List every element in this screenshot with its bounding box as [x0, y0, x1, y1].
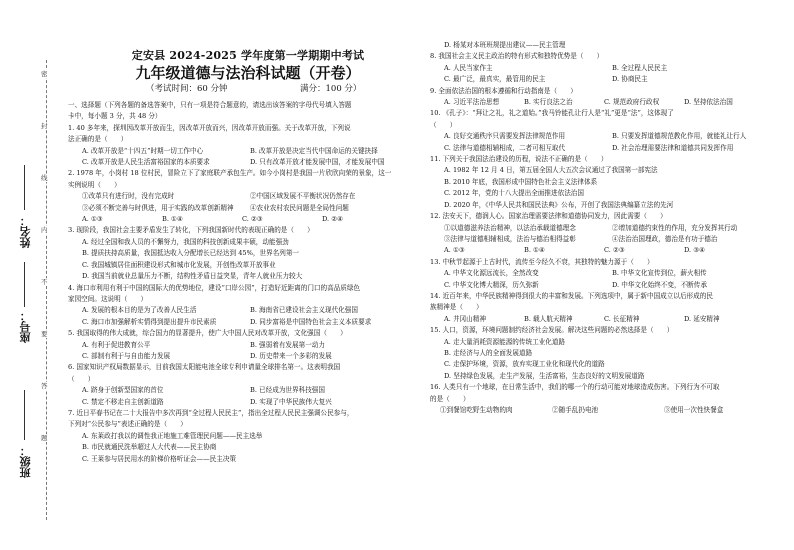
exam-title-line1: 定安县 2024-2025 学年度第一学期期中考试: [131, 49, 365, 62]
answer-option: D. 中华文化始终不变，不断传承: [612, 280, 707, 289]
question-line: [68, 203, 428, 214]
answer-option: A. 习近平法治思想: [444, 98, 500, 107]
seal-char: 内: [41, 226, 48, 234]
question-line: A. 1982 年 12 月 4 日，第五届全国人大五次会议通过了我国第一部宪法: [444, 166, 658, 175]
question-line: A. 东莱政打我以的调性我正地施工难管理民问题——民主选举: [82, 431, 263, 440]
question-line: [68, 305, 428, 316]
seal-char: 密: [41, 70, 48, 78]
answer-option: C. ②③: [242, 215, 263, 224]
exam-title-line2: 九年级道德与法治科试题（开卷）: [135, 64, 361, 82]
question-line: 法正确的是（ ）: [68, 135, 128, 144]
question-line: 14. 近百年来，中华民族精神得到很大的丰富和发展。下列选项中，属于新中国成立以后形成的民: [430, 291, 713, 300]
answer-option: C. ②③: [604, 246, 625, 255]
answer-option: ②中国区域发展不平衡状况仍然存在: [250, 192, 356, 201]
question-line: [430, 405, 786, 416]
answer-option: C. 法律与道德相辅相成，二者可相互取代: [444, 143, 566, 152]
class-label: 班级：: [19, 445, 32, 478]
answer-option: C. 海口市加强解析实情得到提出提升市民素质: [82, 317, 217, 326]
answer-option: ④农业农村农民问题是全局性问题: [250, 203, 349, 212]
question-line: 3. 现阶段，我国社会主要矛盾发生了转化，下列我国新时代的表现正确的是（ ）: [68, 226, 314, 235]
question-line: 的是（ ）: [430, 394, 470, 403]
question-line: 卡中，每小题 3 分，共 48 分）: [68, 112, 162, 121]
answer-option: ④法治治国理政，德治是有功于德治: [612, 234, 718, 243]
answer-option: B. 强弱着有发展第一动力: [250, 340, 325, 349]
question-line: [430, 314, 786, 325]
answer-option: B. 只要发挥道德规范教化作用，就能礼让行人: [612, 132, 747, 141]
right-column: [430, 40, 786, 416]
answer-option: C. 禁定不移走自主创新道路: [82, 397, 164, 406]
seal-char: 题: [41, 434, 48, 442]
answer-option: B. 已经成为世界科技强国: [250, 386, 325, 395]
answer-option: B. 载人航天精神: [524, 314, 573, 323]
question-line: B. 市民就通民洗举超过人大代表——民主协商: [82, 443, 217, 452]
answer-option: D. 协商民主: [612, 75, 648, 84]
question-line: B. 走经济与人的全面发展道路: [444, 348, 533, 357]
question-line: [68, 351, 428, 362]
answer-option: D. 同步富裕是中国特色社会主义本质要求: [250, 317, 372, 326]
question-line: 7. 近日平春书记在二十大报告中多次再到“全过程人民民主”，指出全过程人民民主强调公民参与，: [68, 408, 354, 417]
answer-option: C. 长征精神: [604, 314, 640, 323]
question-line: 11. 下列关于我国法治建设的历程，说法不正确的是（ ）: [430, 155, 608, 164]
question-line: 6. 国家知识产权局数据显示，目前我国太阳能电池全球专利申请量全球排名第一。这表明我国: [68, 363, 341, 372]
name-blank: [24, 165, 25, 210]
answer-option: B. 改革开放是决定当代中国命运的关键抉择: [250, 146, 378, 155]
answer-option: A. 井冈山精神: [444, 314, 486, 323]
question-line: A. 走大量消耗资源能源的传统工业化道路: [444, 337, 566, 346]
question-line: 10. 《孔子》：“拜让之礼，礼之道始。”我马铃能孔让行人是“礼”更是“法”，这体现了: [430, 109, 674, 118]
question-line: C. 王莱参与居民用水的阶梯价格听证会——民主决策: [82, 454, 237, 463]
question-line: [430, 143, 786, 154]
answer-option: A. 改革开放是“十四五”时期一切工作中心: [82, 146, 204, 155]
seal-char: 不: [41, 278, 48, 286]
question-line: [430, 245, 786, 256]
answer-option: ③必须不断完善与时俱进，用于实践的改革创新精神: [82, 203, 234, 212]
question-line: [430, 268, 786, 279]
question-line: 家园空间。这说明（ ）: [68, 294, 148, 303]
answer-option: ③使用一次性快餐盒: [664, 406, 724, 414]
answer-option: B. ①④: [162, 215, 183, 224]
question-line: [430, 223, 786, 234]
answer-option: ①到餐馆吃野生动物的肉: [440, 406, 513, 414]
question-line: 8. 我国社会主义民主政治的特有形式和独特优势是（ ）: [430, 52, 604, 61]
question-line: （ ）: [430, 120, 457, 129]
answer-option: D. 实现了中华民族伟大复兴: [250, 397, 332, 406]
answer-option: C. 改革开放是人民生活富裕国家的本质要求: [82, 158, 210, 167]
answer-option: ②随手乱扔电池: [552, 406, 599, 414]
seat-label: 座号：: [19, 310, 32, 343]
question-line: B. 2010 年底，我国形成中国特色社会主义法律体系: [444, 177, 598, 186]
question-line: C. 走保护环境，资源，放弃实现工业化和现代化的道路: [444, 360, 605, 369]
answer-option: D. 延安精神: [684, 314, 720, 323]
question-line: D. 2020 年，《中华人民共和国民法典》公布，开创了我国法典编纂立法的先河: [444, 200, 674, 209]
seat-blank: [24, 262, 25, 307]
question-line: [68, 317, 428, 328]
answer-option: C. 中华文化博大精深，历久弥新: [444, 280, 539, 289]
answer-option: B. ①④: [524, 246, 545, 255]
answer-option: B. 全过程人民民主: [612, 63, 668, 72]
question-line: [68, 191, 428, 202]
question-line: 5. 我国取得的伟大成就，综合国力的显著提升，使广大中国人民对改革开放，文化强国（ ）: [68, 329, 347, 338]
question-line: 4. 海口市利用有利于中国的国际大的优势地位，建设“口岸公园”，打造好近距离的门口的高品质绿色: [68, 283, 361, 292]
answer-option: A. ①③: [82, 215, 103, 224]
question-line: 一、选择题（下列各题的备选答案中，只有一项是符合题意的，请选出该答案的字母代号填入答题: [68, 101, 352, 109]
answer-option: A. 发展的根本目的是为了改善人民生活: [82, 306, 197, 315]
answer-option: D. 只有改革开放才能发展中国，才能发展中国: [250, 158, 385, 167]
question-line: 13. 中秋节起源于上古时代，流传至今经久不衰，其独特的魅力源于（ ）: [430, 257, 654, 266]
left-column: [68, 100, 428, 465]
seal-char: 答: [41, 382, 48, 390]
question-line: [68, 385, 428, 396]
answer-option: A. 良好交通秩序只需要发挥法律规范作用: [444, 132, 566, 141]
question-line: 族精神是（ ）: [430, 303, 483, 312]
question-line: [430, 131, 786, 142]
question-line: A. 经过全国和我人员的不懈努力，我国的科技创新成果丰硕，动能强劲: [82, 237, 289, 246]
answer-option: D. 社会治理需要法律和道德共同发挥作用: [612, 143, 734, 152]
answer-option: D. 历史带来一个多彩的发展: [250, 351, 332, 360]
question-line: [68, 340, 428, 351]
answer-option: ③法律与道德相辅相成，法治与德治相得益彰: [444, 234, 576, 243]
answer-option: D. ③④: [684, 246, 706, 255]
question-line: D. 杨某对本班班规提出建议——民主管理: [444, 41, 566, 49]
answer-option: B. 海南省已建设社会主义现代化强国: [250, 306, 358, 315]
question-line: [68, 157, 428, 168]
binding-strip: [0, 0, 62, 550]
name-label: 姓名：: [19, 215, 32, 248]
question-line: [68, 146, 428, 157]
class-blank: [24, 390, 25, 440]
exam-time: （考试时间：60 分钟: [146, 84, 228, 94]
answer-option: C. 最广泛，最真实，最管用的民主: [444, 75, 546, 84]
answer-option: ②增加道德约束性的作用，充分发挥其行动: [612, 223, 738, 232]
answer-option: B. 实行良法之治: [524, 98, 573, 107]
seal-char: 线: [41, 174, 48, 182]
question-line: 12. 法安天下，德润人心。国家治理需要法律和道德协同发力，因此需要（ ）: [430, 212, 667, 221]
seal-char: 封: [41, 122, 48, 130]
answer-option: D. 坚持依法治国: [684, 98, 733, 107]
question-line: D. 我国当前就业总量压力不断，结构性矛盾日益突显，青年人就业压力较大: [82, 272, 303, 281]
question-line: [68, 397, 428, 408]
answer-option: ①改革只有进行时，没有完成时: [82, 192, 175, 201]
question-line: 9. 全面依法治国的根本遵循和行动指南是（ ）: [430, 86, 577, 95]
question-line: [430, 63, 786, 74]
question-line: [430, 280, 786, 291]
answer-option: A. 跻身于创新型国家的首位: [82, 386, 164, 395]
question-line: B. 提质扶持高质量，我国抵达收入分配增长已经达到 45%，世界名列第一: [82, 249, 300, 258]
question-line: [430, 97, 786, 108]
answer-option: B. 中华文化宣传到位，薪火相传: [612, 269, 707, 278]
answer-option: A. 有利于促进教育公平: [82, 340, 151, 349]
answer-option: A. ①③: [444, 246, 465, 255]
question-line: 15. 人口，资源，环境问题制约经济社会发展。解决这些问题的必然选择是（ ）: [430, 326, 674, 335]
seal-char: 要: [41, 330, 48, 338]
question-line: 实例说明（ ）: [68, 180, 121, 189]
exam-score: 满分：100 分）: [300, 84, 362, 94]
question-line: 16. 人类只有一个地球，在日常生活中，我们的哪一个的行动可能对地球造成伤害。下列行为不可取: [430, 383, 720, 392]
answer-option: ①以道德滋养法治精神，以法治承载道德理念: [444, 223, 576, 232]
question-line: 1. 40 多年来，探圳因改革开放而生，因改革开放而兴，因改革开放而强。关于改革开放，下列说: [68, 123, 351, 132]
question-line: [430, 234, 786, 245]
answer-option: A. 中华文化源远流长，全然改变: [444, 269, 539, 278]
answer-option: D. ②④: [322, 215, 344, 224]
answer-option: C. 部制有利于与自由能力发展: [82, 351, 171, 360]
question-line: 下列对“公民参与”表述正确的是（ ）: [68, 420, 187, 429]
question-line: 2. 1978 年，小岗村 18 位村民，冒险立下了家庭联产承包生产。如今小岗村是我国一片欣欣向荣的景象，这一: [68, 169, 392, 178]
question-line: C. 我国城镇居住面积建设形式和城市化发展，开创性改革开放事业: [82, 260, 276, 269]
answer-option: C. 规范政府行政权: [604, 98, 660, 107]
answer-option: A. 人民当家作主: [444, 63, 493, 72]
question-line: C. 2012 年，党的十八大提出全面推进依法治国: [444, 189, 584, 198]
question-line: D. 坚持绿色发展，走生产发展，生活富裕，生态良好的文明发展道路: [444, 371, 645, 380]
question-line: [68, 214, 428, 225]
question-line: （ ）: [68, 374, 95, 383]
question-line: [430, 74, 786, 85]
